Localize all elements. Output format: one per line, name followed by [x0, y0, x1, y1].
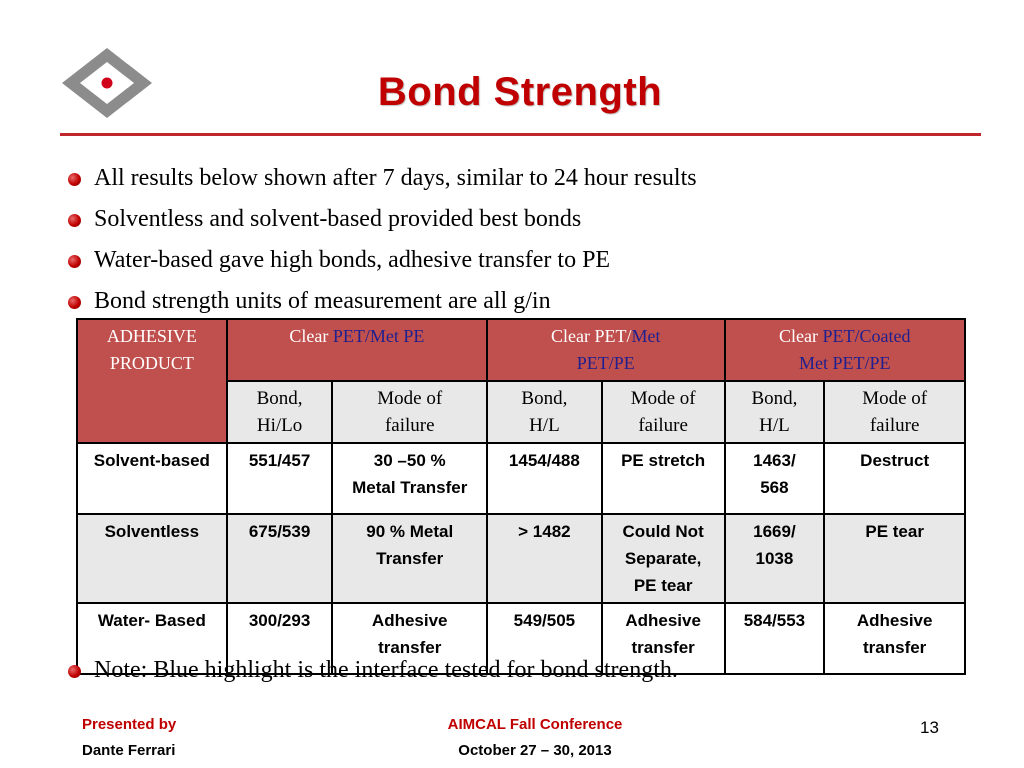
table-cell: 1454/488 [487, 443, 602, 514]
bullet-dot-icon [68, 214, 81, 227]
diamond-logo-icon [58, 44, 156, 122]
table-cell: Adhesive transfer [332, 603, 487, 674]
table-cell: 584/553 [725, 603, 825, 674]
table-cell: Destruct [824, 443, 965, 514]
table-cell: PE tear [824, 514, 965, 603]
adhesive-product-header: ADHESIVE PRODUCT [77, 319, 227, 443]
table-cell: 1463/ 568 [725, 443, 825, 514]
bullet-item: Water-based gave high bonds, adhesive transfer to PE [64, 242, 697, 283]
bullet-item: Bond strength units of measurement are all g/in [64, 283, 697, 324]
column-header: Mode of failure [332, 381, 487, 443]
product-cell: Solventless [77, 514, 227, 603]
column-header: Bond, H/L [487, 381, 602, 443]
table-row [77, 514, 965, 603]
column-header: Mode of failure [824, 381, 965, 443]
bullet-list [64, 160, 697, 324]
note-bullet: Note: Blue highlight is the interface tested for bond strength. [64, 652, 678, 693]
column-header: Bond, Hi/Lo [227, 381, 333, 443]
table-cell: 300/293 [227, 603, 333, 674]
table-header-row [77, 319, 965, 381]
title-divider [60, 133, 981, 136]
group-header-met-pet-pe: Clear PET/Met PET/PE [487, 319, 725, 381]
column-header: Bond, H/L [725, 381, 825, 443]
bullet-dot-icon [68, 665, 81, 678]
bullet-item: Solventless and solvent-based provided best bonds [64, 201, 697, 242]
bullet-item: All results below shown after 7 days, similar to 24 hour results [64, 160, 697, 201]
column-header: Mode of failure [602, 381, 725, 443]
table-cell: 1669/ 1038 [725, 514, 825, 603]
table-cell: Adhesive transfer [824, 603, 965, 674]
bullet-dot-icon [68, 296, 81, 309]
footer-presenter: Presented by Dante Ferrari [82, 716, 177, 759]
product-cell: Solvent-based [77, 443, 227, 514]
bond-strength-table [76, 318, 966, 675]
table-cell: 90 % Metal Transfer [332, 514, 487, 603]
table-cell: PE stretch [602, 443, 725, 514]
page-number: 13 [920, 718, 939, 737]
table-cell: Adhesive transfer [602, 603, 725, 674]
product-cell: Water- Based [77, 603, 227, 674]
slide-title: Bond Strength [377, 70, 663, 114]
footer-conference: AIMCAL Fall Conference October 27 – 30, 2013 [447, 716, 623, 759]
table-cell: > 1482 [487, 514, 602, 603]
table-row [77, 443, 965, 514]
bullet-dot-icon [68, 173, 81, 186]
bullet-dot-icon [68, 255, 81, 268]
table-cell: 551/457 [227, 443, 333, 514]
table-cell: 675/539 [227, 514, 333, 603]
table-cell: 549/505 [487, 603, 602, 674]
group-header-pet-met-pe: Clear PET/Met PE [227, 319, 487, 381]
table-cell: Could Not Separate, PE tear [602, 514, 725, 603]
group-header-coated-met-pet-pe: Clear PET/Coated Met PET/PE [725, 319, 965, 381]
table-cell: 30 –50 % Metal Transfer [332, 443, 487, 514]
